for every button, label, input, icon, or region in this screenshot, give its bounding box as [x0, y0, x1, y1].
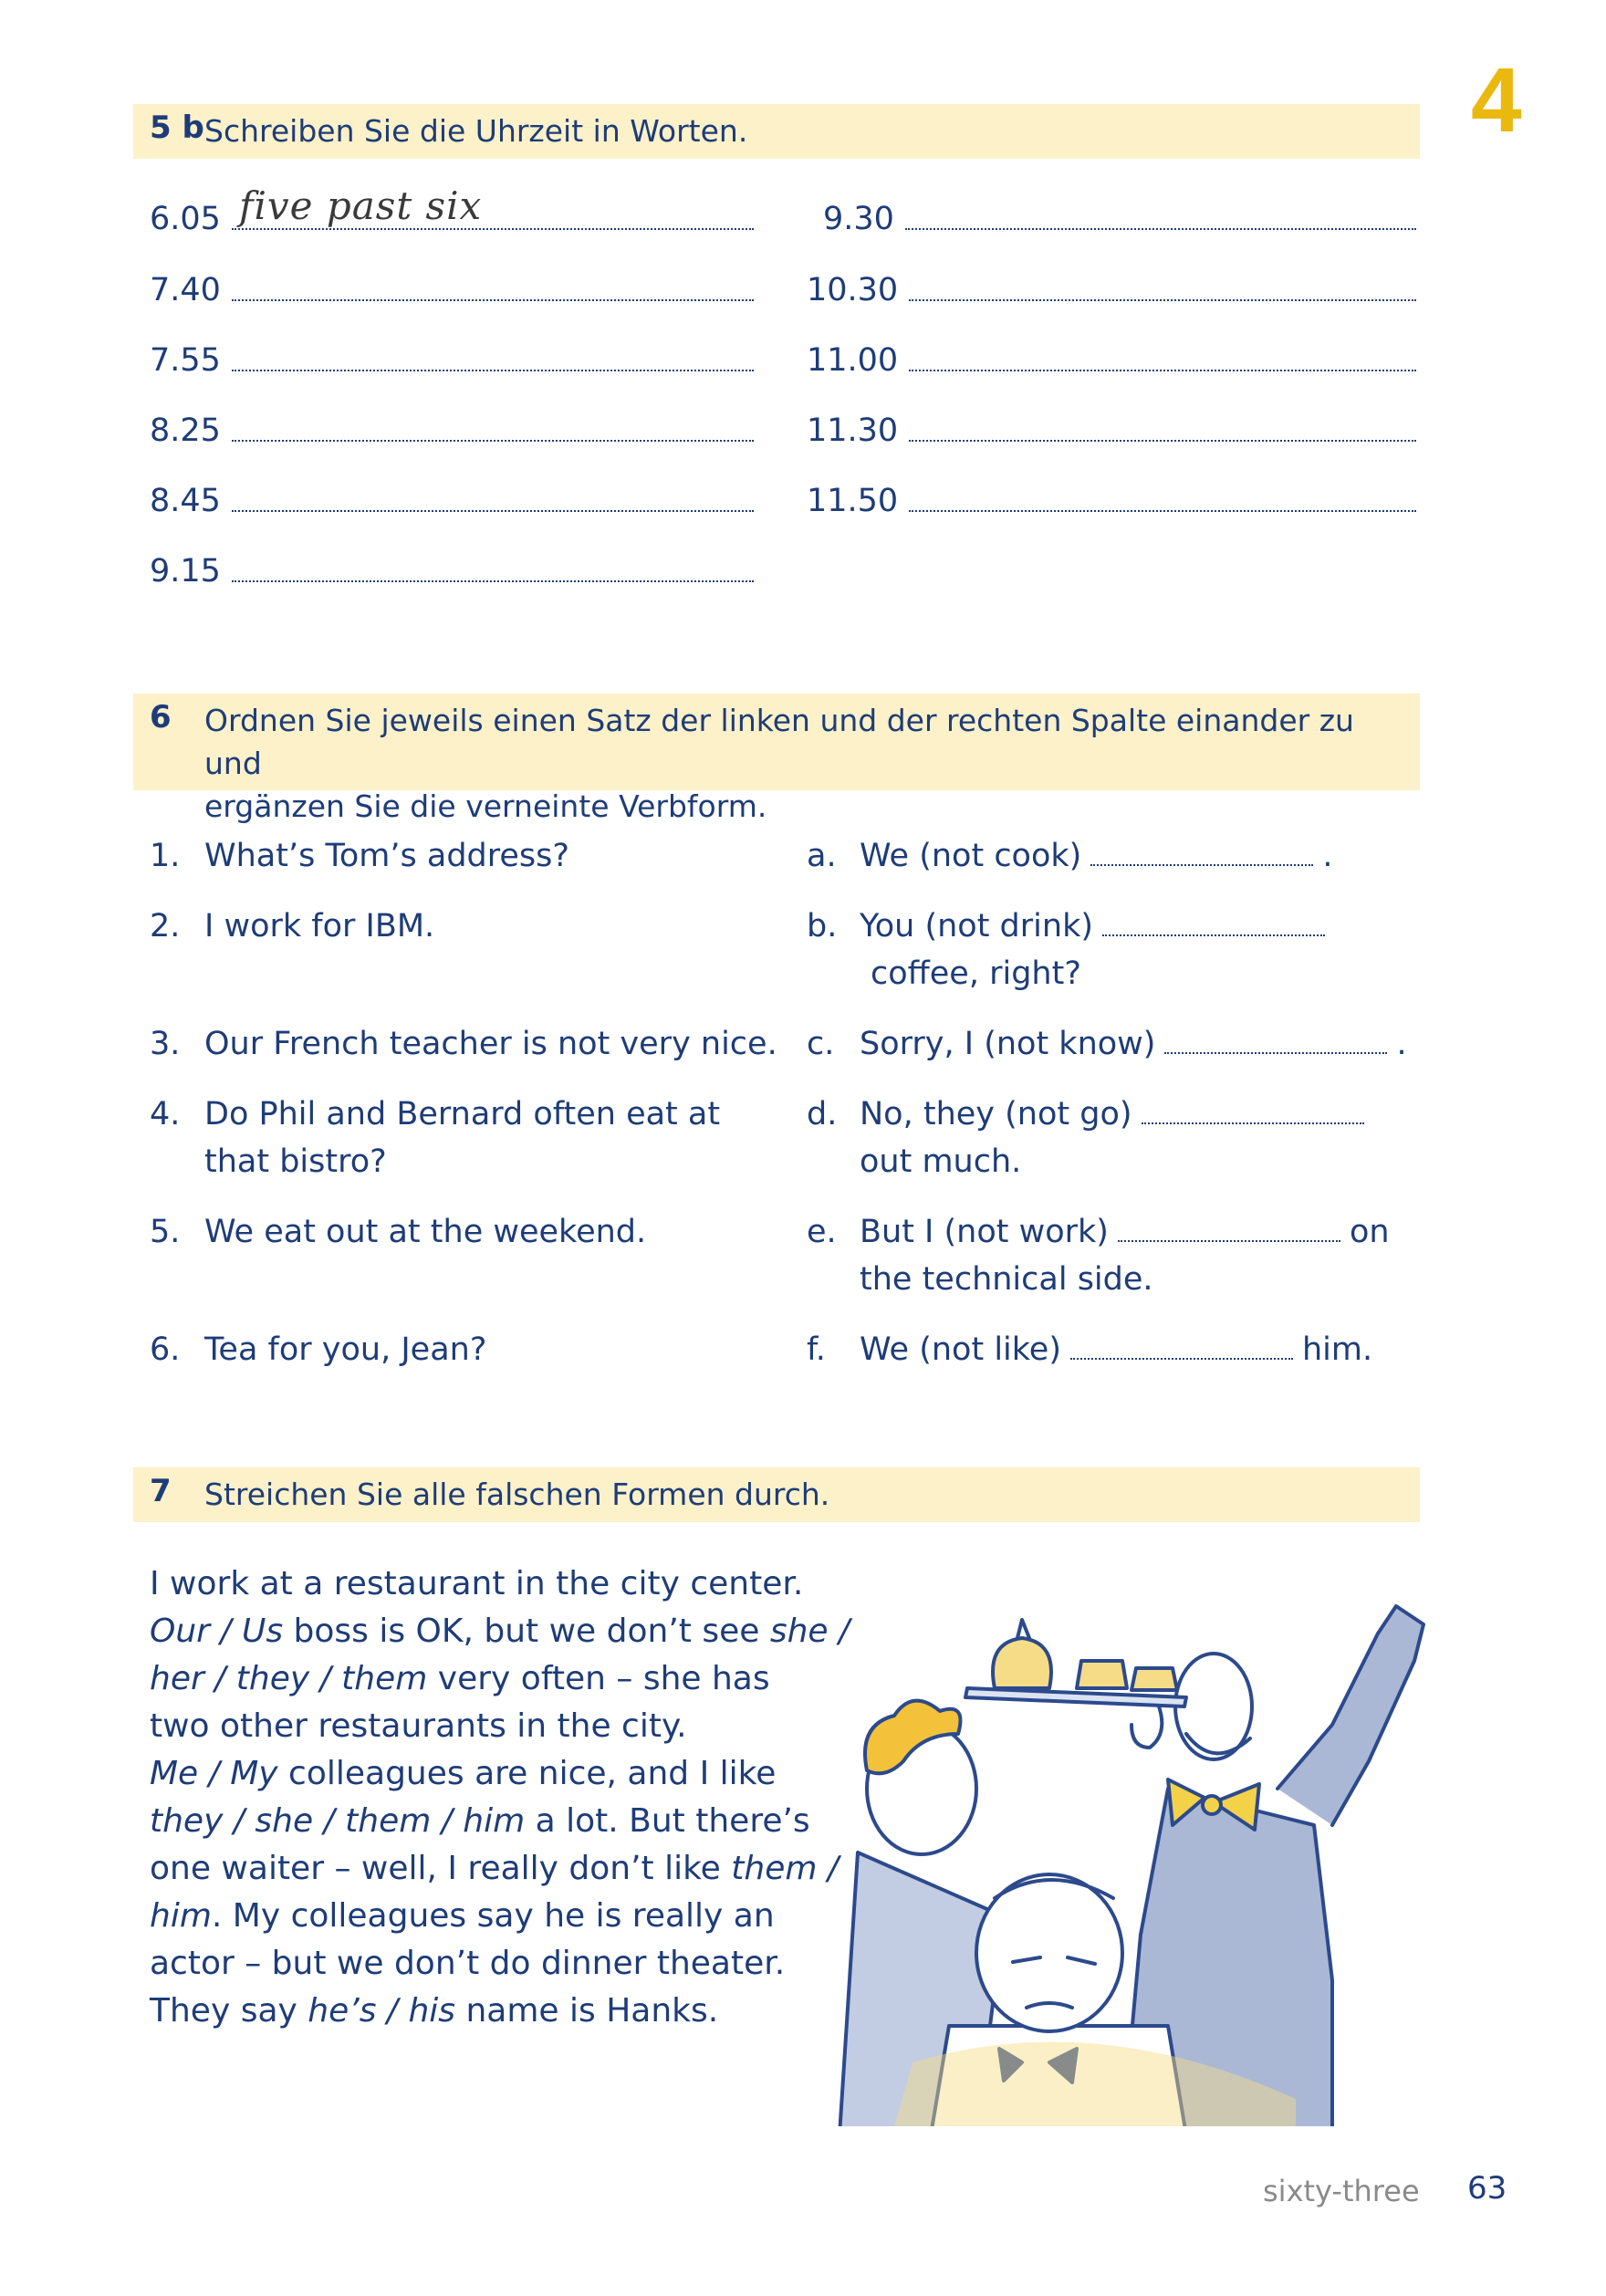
- sentence-start: Sorry, I (not know): [860, 1026, 1156, 1062]
- exercise-7-header: [133, 1467, 1420, 1522]
- time-row[interactable]: [807, 335, 1416, 381]
- sentence-start: We (not cook): [860, 838, 1082, 874]
- time-label: 9.30: [823, 201, 894, 237]
- sentence-end: him.: [1301, 1331, 1373, 1368]
- time-label: 9.15: [150, 553, 221, 590]
- answer-line[interactable]: [909, 261, 1416, 301]
- waiter-head: [1175, 1654, 1252, 1759]
- left-sentence: Tea for you, Jean?: [204, 1331, 487, 1368]
- answer-blank[interactable]: [1102, 909, 1325, 936]
- choice-words[interactable]: Me / My: [150, 1755, 278, 1792]
- text: very often – she has: [427, 1660, 770, 1697]
- story-line: [150, 1845, 843, 1893]
- left-sentence-cont: that bistro?: [204, 1143, 387, 1180]
- right-sentence-cont: out much.: [860, 1143, 1022, 1180]
- waiter-illustration: [821, 1551, 1478, 2126]
- page-word: sixty-three: [1263, 2174, 1420, 2208]
- time-row[interactable]: [150, 335, 754, 381]
- instruction-line: Ordnen Sie jeweils einen Satz der linken und der rechten Spalte einander zu und: [204, 703, 1354, 781]
- time-label: 11.50: [807, 483, 899, 519]
- item-number: 1.: [150, 838, 181, 874]
- text: . My colleagues say he is really an: [211, 1897, 775, 1935]
- time-row[interactable]: [150, 546, 754, 591]
- exercise-number: 5 b: [150, 110, 204, 146]
- story-line: [150, 1703, 843, 1750]
- text: boss is OK, but we don’t see: [283, 1612, 770, 1650]
- story-line: [150, 1560, 843, 1608]
- time-label: 6.05: [150, 201, 221, 237]
- time-label: 8.25: [150, 412, 221, 449]
- cup: [1077, 1661, 1127, 1688]
- time-row[interactable]: [150, 405, 754, 451]
- story-line: [150, 1798, 843, 1845]
- choice-words[interactable]: them /: [731, 1850, 839, 1887]
- exercise-5b-header: [133, 104, 1420, 159]
- answer-blank[interactable]: [1142, 1097, 1364, 1124]
- sentence-start: But I (not work): [860, 1214, 1109, 1250]
- text: actor – but we don’t do dinner theater.: [150, 1945, 786, 1982]
- right-sentence-cont: coffee, right?: [871, 955, 1081, 992]
- answer-line[interactable]: [232, 472, 754, 512]
- unit-number: 4: [1471, 49, 1522, 151]
- answer-line[interactable]: [909, 472, 1416, 512]
- time-label: 11.00: [807, 342, 899, 379]
- time-row[interactable]: [150, 183, 754, 239]
- left-sentence: What’s Tom’s address?: [204, 838, 569, 874]
- item-number: 4.: [150, 1096, 181, 1132]
- left-sentence: I work for IBM.: [204, 908, 435, 944]
- exercise-6-header: [133, 694, 1420, 824]
- story-text: [150, 1560, 850, 2035]
- exercise-number: 6: [150, 699, 172, 736]
- right-sentence: [860, 1020, 1407, 1068]
- answer-line[interactable]: [232, 402, 754, 442]
- answer-line[interactable]: [909, 402, 1416, 442]
- time-label: 7.55: [150, 342, 221, 379]
- story-line: [150, 1893, 843, 1940]
- sentence-start: No, they (not go): [860, 1096, 1132, 1132]
- sentence-end: on: [1349, 1214, 1390, 1250]
- time-label: 11.30: [807, 412, 899, 449]
- exercise-number: 7: [150, 1473, 172, 1509]
- item-letter: f.: [807, 1331, 826, 1368]
- item-letter: a.: [807, 838, 837, 874]
- answer-line[interactable]: [905, 190, 1416, 230]
- item-letter: d.: [807, 1096, 838, 1132]
- choice-words[interactable]: her / they / them: [150, 1660, 428, 1697]
- time-label: 10.30: [807, 272, 899, 308]
- story-line: [150, 1988, 843, 2035]
- time-row[interactable]: [150, 265, 754, 310]
- item-number: 3.: [150, 1026, 181, 1062]
- sentence-end: .: [1396, 1026, 1407, 1062]
- instruction-line: ergänzen Sie die verneinte Verbform.: [204, 788, 767, 824]
- left-sentence: Our French teacher is not very nice.: [204, 1026, 777, 1062]
- answer-line[interactable]: [232, 261, 754, 301]
- answer-line[interactable]: [232, 331, 754, 371]
- waiter-arm: [1278, 1606, 1424, 1825]
- choice-words[interactable]: him: [150, 1897, 212, 1935]
- time-row[interactable]: [823, 193, 1416, 239]
- left-sentence: Do Phil and Bernard often eat at: [204, 1096, 721, 1132]
- exercise-instruction: Schreiben Sie die Uhrzeit in Worten.: [204, 113, 748, 149]
- waiter-hand: [1132, 1706, 1162, 1748]
- page-number: 63: [1467, 2170, 1507, 2207]
- text: I work at a restaurant in the city center.: [150, 1565, 804, 1602]
- time-row[interactable]: [807, 405, 1416, 451]
- exercise-instruction: Streichen Sie alle falschen Formen durch.: [204, 1477, 830, 1512]
- answer-blank[interactable]: [1070, 1332, 1293, 1360]
- text: colleagues are nice, and I like: [277, 1755, 777, 1792]
- text: a lot. But there’s: [525, 1802, 810, 1840]
- answer-line[interactable]: [232, 542, 754, 582]
- choice-words[interactable]: she /: [769, 1612, 850, 1650]
- right-sentence: [860, 1091, 1373, 1138]
- choice-words[interactable]: Our / Us: [150, 1612, 284, 1650]
- item-letter: b.: [807, 908, 838, 944]
- answer-blank[interactable]: [1118, 1215, 1340, 1242]
- item-number: 6.: [150, 1331, 181, 1368]
- item-letter: e.: [807, 1214, 837, 1250]
- choice-words[interactable]: they / she / them / him: [150, 1802, 526, 1840]
- item-number: 5.: [150, 1214, 181, 1250]
- time-row[interactable]: [150, 475, 754, 521]
- right-sentence-cont: the technical side.: [860, 1261, 1153, 1298]
- time-row[interactable]: [807, 475, 1416, 521]
- right-sentence: [860, 832, 1332, 880]
- text: name is Hanks.: [455, 1992, 719, 2030]
- answer-line[interactable]: [909, 331, 1416, 371]
- text: They say: [150, 1992, 308, 2030]
- answer-blank[interactable]: [1164, 1027, 1387, 1054]
- teapot: [993, 1638, 1051, 1688]
- handwritten-answer: five past six: [238, 183, 483, 228]
- time-label: 7.40: [150, 272, 221, 308]
- story-line: [150, 1655, 843, 1703]
- answer-line[interactable]: [232, 183, 754, 230]
- cup: [1132, 1668, 1177, 1690]
- time-label: 8.45: [150, 483, 221, 519]
- story-line: [150, 1940, 843, 1988]
- story-line: [150, 1750, 843, 1798]
- story-line: [150, 1608, 850, 1655]
- item-number: 2.: [150, 908, 181, 944]
- time-row[interactable]: [807, 265, 1416, 310]
- answer-blank[interactable]: [1090, 839, 1313, 866]
- right-sentence: [860, 1208, 1390, 1256]
- sentence-end: .: [1322, 838, 1333, 874]
- sentence-start: We (not like): [860, 1331, 1061, 1368]
- text: two other restaurants in the city.: [150, 1707, 687, 1745]
- text: one waiter – well, I really don’t like: [150, 1850, 732, 1887]
- right-sentence: [860, 1326, 1372, 1373]
- left-sentence: We eat out at the weekend.: [204, 1214, 647, 1250]
- exercise-instruction: [204, 699, 1420, 828]
- choice-words[interactable]: he’s / his: [308, 1992, 456, 2030]
- sentence-start: You (not drink): [860, 908, 1093, 944]
- man-bottom-head: [976, 1874, 1122, 2031]
- right-sentence: [860, 903, 1334, 950]
- item-letter: c.: [807, 1026, 835, 1062]
